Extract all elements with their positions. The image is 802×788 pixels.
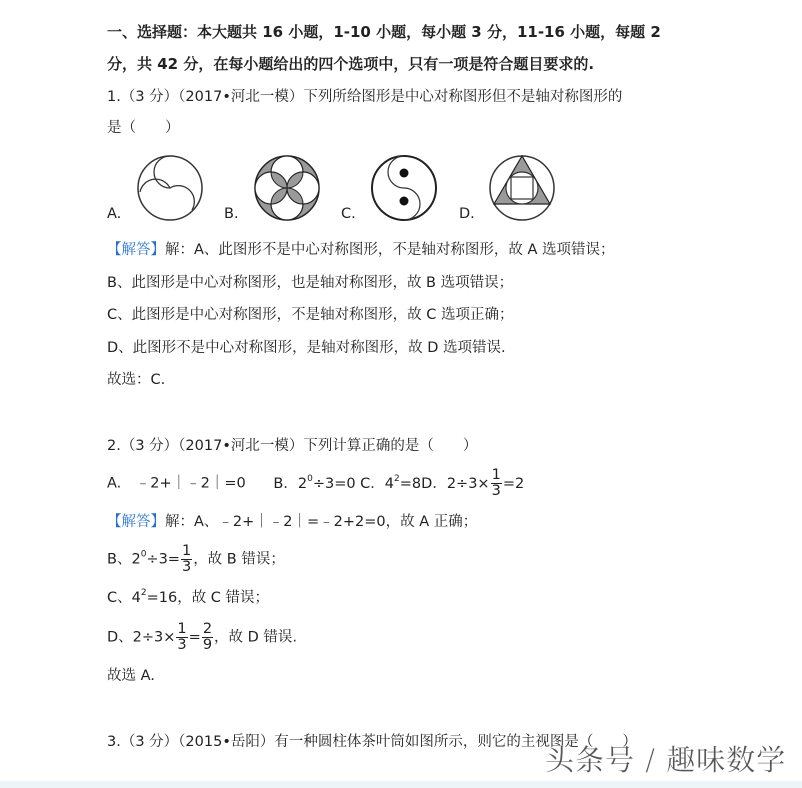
section-header-line2: 分，共 42 分，在每小题给出的四个选项中，只有一项是符合题目要求的. [107, 55, 595, 73]
q2-option-c: C．$4^2=8$ [355, 473, 422, 492]
q2-answer-b: B、$2^0\div 3=$ $\frac{1}{3}$ ，故 B 错误； [107, 543, 285, 575]
q2-stem: 2.（3 分）（2017•河北一模）下列计算正确的是（ ） [107, 438, 478, 454]
figure-a-triskelion-icon [134, 152, 206, 224]
q1-option-a-label: A. [107, 206, 122, 222]
q1-option-d-label: D. [459, 206, 475, 222]
answer-tag: 【解答】 [107, 242, 165, 258]
q3-stem: 3.（3 分）（2015•岳阳）有一种圆柱体茶叶筒如图所示，则它的主视图是（ ） [107, 734, 637, 750]
q2-option-b: B．$2^0\div 3=0$ [273, 473, 356, 492]
q1-stem-line2: 是（ ） [107, 120, 180, 136]
answer-text: 解：A、此图形不是中心对称图形，不是轴对称图形，故 A 选项错误； [165, 242, 615, 258]
q1-answer-line2: B、此图形是中心对称图形，也是轴对称图形，故 B 选项错误； [107, 275, 514, 291]
q2-option-d: D．2÷3× $\frac{1}{3}$ =2 [421, 467, 525, 499]
figure-d-triangle-circle-icon [486, 152, 558, 224]
q2-answer-c: C、$4^2=16$，故 C 错误； [107, 588, 270, 606]
q2-options [107, 468, 524, 499]
figure-b-flower-icon [251, 152, 323, 224]
q2-answer-a [107, 512, 477, 532]
answer-tag: 【解答】 [107, 514, 165, 530]
section-header-line1: 一、选择题：本大题共 16 小题，1-10 小题，每小题 3 分，11-16 小题，每题 2 [107, 23, 661, 41]
q2-option-a: A. ﹣2+｜﹣2｜=0 [107, 475, 246, 492]
q1-option-b-label: B. [224, 206, 239, 222]
bottom-strip [0, 781, 802, 788]
q2-conclusion: 故选 A. [107, 668, 155, 684]
q1-answer-line3: C、此图形是中心对称图形，不是轴对称图形，故 C 选项正确； [107, 307, 514, 323]
answer-text: 解：A、﹣2+｜﹣2｜=﹣2+2=0，故 A 正确； [165, 514, 478, 530]
q1-answer-line1 [107, 240, 615, 260]
q1-answer-line4: D、此图形不是中心对称图形，是轴对称图形，故 D 选项错误. [107, 340, 506, 356]
q2-answer-d: D、2÷3× $\frac{1}{3}$ = $\frac{2}{9}$ ，故 D 错误. [107, 621, 298, 653]
watermark: 头条号 / 趣味数学 [545, 743, 787, 777]
figure-c-yinyang-icon [368, 152, 440, 224]
q1-stem-line1: 1.（3 分）（2017•河北一模）下列所给图形是中心对称图形但不是轴对称图形的 [107, 89, 623, 105]
q1-option-c-label: C. [341, 206, 356, 222]
q1-conclusion: 故选：C. [107, 372, 166, 388]
